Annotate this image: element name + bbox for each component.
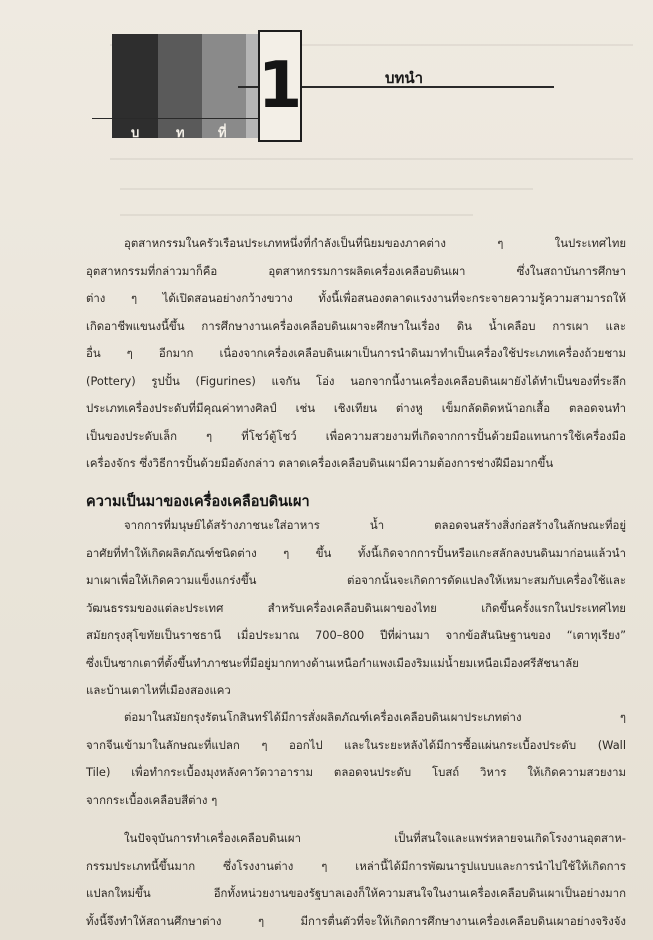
text-line: เกิดอาชีพแขนงนี้ขึ้น การศึกษางานเครื่องเคลือบดินเผาจะศึกษาในเรื่อง ดิน น้ำเคลือบ การเผา และ (86, 318, 626, 333)
text-line: จากจีนเข้ามาในลักษณะที่แปลก ๆ ออกไป และในระยะหลังได้มีการซื้อแผ่นกระเบื้องประดับ (Wall (86, 737, 626, 752)
chapter-letter: ที่ (218, 126, 227, 141)
text-line: วัฒนธรรมของแต่ละประเทศ สำหรับเครื่องเคลือบดินเผาของไทย เกิดขึ้นครั้งแรกในประเทศไทย (86, 600, 626, 615)
text-line: Tile) เพื่อทำกระเบื้องมุงหลังคาวัดวาอาราม ตลอดจนประดับ โบสถ์ วิหาร ให้เกิดความสวยงาม (86, 765, 626, 779)
text-line: อุตสาหกรรมในครัวเรือนประเภทหนึ่งที่กำลังเป็นที่นิยมของภาคต่าง ๆ ในประเทศไทย (124, 236, 626, 250)
text-line: ต่าง ๆ ได้เปิดสอนอย่างกว้างขวาง ทั้งนี้เพื่อสนองตลาดแรงงานที่จะกระจายความรู้ความสามารถให้ (86, 291, 626, 305)
text-line: เครื่องจักร ซึ่งวิธีการปั้นด้วยมือดังกล่าว ตลาดเครื่องเคลือบดินเผามีความต้องการช่างฝีมือมากขึ้น (86, 456, 554, 470)
text-line: แปลกใหม่ขึ้น อีกทั้งหน่วยงานของรัฐบาลเองก็ให้ความสนใจในงานเครื่องเคลือบดินเผาเป็นอย่างมาก (86, 886, 626, 900)
bleed-through-line (120, 188, 533, 190)
chapter-letter: ท (176, 126, 185, 141)
text-line: และบ้านเตาไหที่เมืองสองแคว (86, 683, 231, 697)
text-line: สมัยกรุงสุโขทัยเป็นราชธานี เมื่อประมาณ 700–800 ปีที่ผ่านมา จากข้อสันนิษฐานของ “เตาทุเรียง” (86, 628, 626, 642)
chapter-title: บทนำ (385, 69, 424, 87)
paragraph-intro (86, 230, 626, 478)
chapter-number: 1 (258, 30, 302, 142)
header-rule (92, 118, 282, 119)
paragraph-rattanakosin (86, 704, 626, 814)
text-line: (Pottery) รูปปั้น (Figurines) แจกัน โอ่ง นอกจากนี้งานเครื่องเคลือบดินเผายังได้ทำเป็นของที่ระลึก (86, 373, 626, 388)
text-line: ประเภทเครื่องประดับที่มีคุณค่าทางศิลป์ เช่น เชิงเทียน ต่างหู เข็มกลัดติดหน้าอกเสื้อ ตลอดจนทำ (86, 401, 626, 415)
text-line: ทั้งนี้จึงทำให้สถานศึกษาต่าง ๆ มีการตื่นตัวที่จะให้เกิดการศึกษางานเครื่องเคลือบดินเผาอย่างจริงจัง (86, 913, 626, 928)
text-line: จากกระเบื้องเคลือบสีต่าง ๆ (86, 792, 218, 807)
text-line: มาเผาเพื่อให้เกิดความแข็งแกร่งขึ้น ต่อจากนั้นจะเกิดการดัดแปลงให้เหมาะสมกับเครื่องใช้และ (86, 573, 626, 587)
chapter-header (0, 0, 653, 160)
text-line: เป็นของประดับเล็ก ๆ ที่โชว์ตู้โชว์ เพื่อความสวยงามที่เกิดจากการปั้นด้วยมือแทนการใช้เครื่องมือ (86, 428, 626, 443)
text-line: จากการที่มนุษย์ได้สร้างภาชนะใส่อาหาร น้ำ ตลอดจนสร้างสิ่งก่อสร้างในลักษณะที่อยู่ (124, 518, 626, 532)
paragraph-present (86, 825, 626, 935)
text-line: กรรมประเภทนี้ขึ้นมาก ซึ่งโรงงานต่าง ๆ เหล่านี้ได้มีการพัฒนารูปแบบและการนำไปใช้ให้เกิดการ (86, 858, 626, 873)
text-line: ซึ่งเป็นซากเตาที่ตั้งขึ้นทำภาชนะที่มีอยู่มากทางด้านเหนือกำแพงเมืองริมแม่น้ำยมเหนือเมืองศรีสัชนาลัย (86, 655, 579, 670)
text-line: อุตสาหกรรมที่กล่าวมาก็คือ อุตสาหกรรมการผลิตเครื่องเคลือบดินเผา ซึ่งในสถาบันการศึกษา (86, 263, 626, 278)
text-line: อื่น ๆ อีกมาก เนื่องจากเครื่องเคลือบดินเผาเป็นการนำดินมาทำเป็นเครื่องใช้ประเภทเครื่องถ้วยชาม (86, 346, 626, 360)
bleed-through-line (120, 214, 473, 216)
text-line: ในปัจจุบันการทำเครื่องเคลือบดินเผา เป็นที่สนใจและแพร่หลายจนเกิดโรงงานอุตสาห- (124, 831, 626, 845)
text-line: ต่อมาในสมัยกรุงรัตนโกสินทร์ได้มีการสั่งผลิตภัณฑ์เครื่องเคลือบดินเผาประเภทต่าง ๆ (124, 710, 626, 724)
section-heading: ความเป็นมาของเครื่องเคลือบดินเผา (86, 494, 310, 510)
paragraph-history (86, 512, 626, 705)
text-line: อาศัยที่ทำให้เกิดผลิตภัณฑ์ชนิดต่าง ๆ ขึ้น ทั้งนี้เกิดจากการปั้นหรือแกะสลักลงบนดินมาก่อนแล้วนำ (86, 545, 626, 560)
chapter-letter: บ (131, 126, 140, 141)
